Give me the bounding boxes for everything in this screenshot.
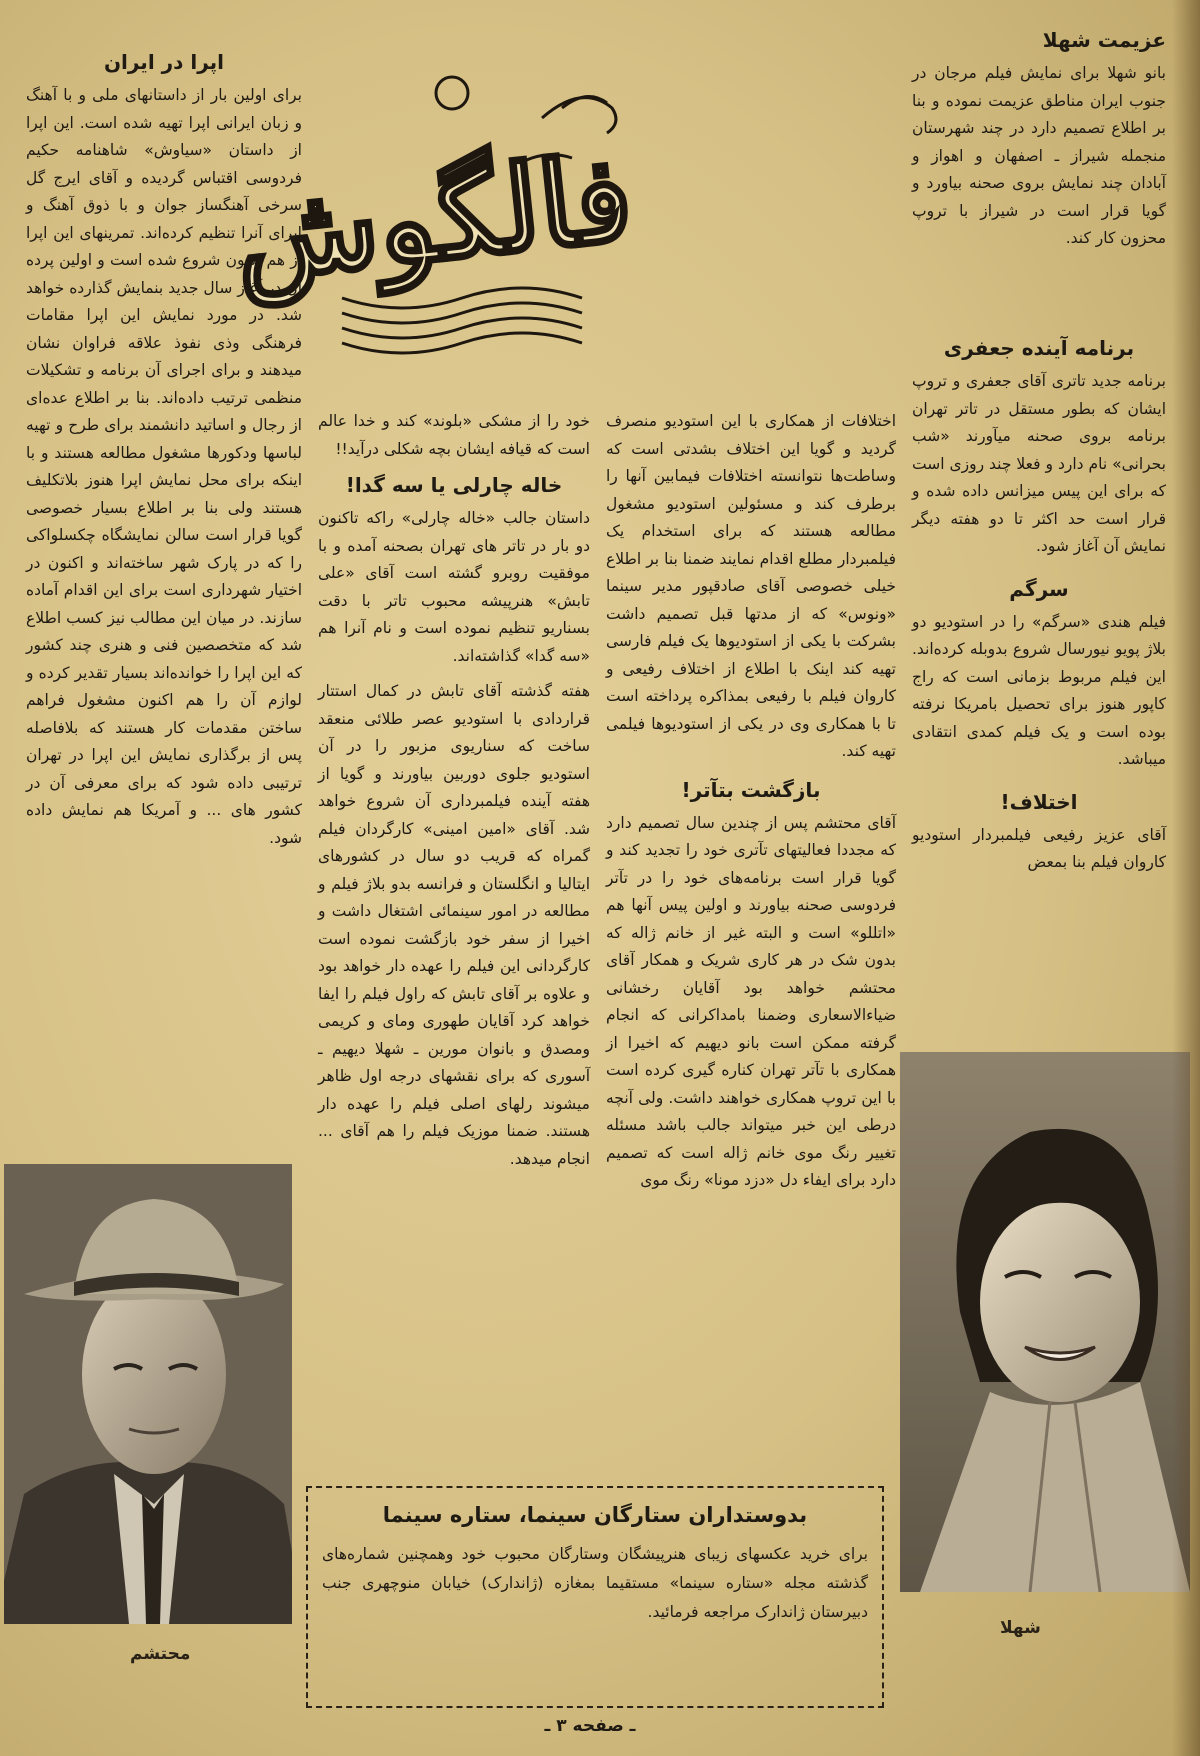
article-jafari-program: برنامه جدید تاتری آقای جعفری و تروپ ایشان که بطور مستقل در تاتر تهران برنامه بروی صحنه میآورند «شب بحرانی» نام دارد و فعلا چند روزی است که برای این پیس میزانس داده شده و قرار است حد اکثر تا دو هفته دیگر نمایش آن آغاز شود.: [912, 372, 1166, 555]
falgoosh-logo: [227, 48, 639, 378]
headline-opera-in-iran: اپرا در ایران: [103, 50, 225, 74]
page-number: ـ صفحه ۳ ـ: [544, 1716, 636, 1736]
advertisement-title: بدوستداران ستارگان سینما، ستاره سینما: [382, 1503, 808, 1527]
column-right-middle: [912, 330, 1166, 881]
column-middle-left: [318, 408, 590, 1177]
headline-dispute: اختلاف!: [1000, 789, 1078, 814]
caption-mohtasham: محتشم: [130, 1644, 191, 1664]
logo-text: فالگوش: [227, 127, 639, 308]
photo-mohtasham: [4, 1164, 292, 1624]
advertisement-body: برای خرید عکسهای زیبای هنرپیشگان وستارگان محبوب خود وهمچنین شماره‌های گذشته مجله «ستاره سینما» مستقیما بمغازه (ژاندارک) خیابان منوچهری جنب دبیرستان ژاندارک مراجعه فرمائید.: [322, 1545, 868, 1621]
photo-shahla: [900, 1052, 1190, 1592]
portrait-smiling-woman: [900, 1052, 1190, 1592]
article-dispute-continued: اختلافات از همکاری با این استودیو منصرف گردید و گویا این اختلاف بشدتی است که وساطت‌ها نتوانسته اختلافات فیمابین آنها را برطرف کند و مسئولین استودیو مشغول مطالعه هستند که برای استخدام یک فیلمبردار مطلع اقدام نمایند ضمنا بنا بر اطلاع خیلی خصوصی آقای صادقپور مدیر سینما «ونوس» که از مدتها قبل تصمیم داشت بشرکت با یکی از استودیوها یک فیلم فارسی تهیه کند اینک با اطلاع از اختلاف رفیعی و کاروان فیلم با رفیعی بمذاکره پرداخته است تا با همکاری وی در یکی از استودیوها فیلمی تهیه کند.: [606, 412, 896, 760]
caption-shahla: شهلا: [1000, 1618, 1041, 1638]
article-dispute: آقای عزیز رفیعی فیلمبردار استودیو کاروان فیلم بنا بمعض: [912, 825, 1166, 871]
headline-jafari-program: برنامه آینده جعفری: [943, 336, 1135, 360]
article-tabesh-contract: هفته گذشته آقای تابش در کمال استتار قراردادی با استودیو عصر طلائی منعقد ساخت که سناریوی مزبور را در آن استودیو جلوی دوربین بیاورند و گویا از هفته آینده فیلمبرداری آن شروع خواهد شد. آقای «امین امینی» کارگردان فیلم گمراه که قریب دو سال در کشورهای ایتالیا و انگلستان و فرانسه بدو بلاژ فیلم و مطالعه در امور سینمائی اشتغال داشت و اخیرا از سفر خود بازگشت نموده است کارگردانی این فیلم را عهده دار خواهد بود و علاوه بر آقای تابش که راول فیلم را ایفا خواهد کرد آقایان طهوری ومای و کریمی ومصدق و بانوان مورین ـ شهلا دیهیم ـ آسوری که برای نقشهای درجه اول ظاهر میشوند رلهای اصلی فیلم را عهده دار هستند. ضمنا موزیک فیلم را هم آقای ... انجام میدهد.: [318, 682, 590, 1168]
headline-sargam: سرگم: [1009, 576, 1069, 601]
article-charley-aunt: داستان جالب «خاله چارلی» راکه تاکنون دو بار در تاتر های تهران بصحنه آمده و با موفقیت روبرو گشته است آقای «علی تابش» هنرپیشه محبوب تاتر با دقت بسناریو تنظیم نموده است و نام آنرا هم «سه گدا» گذاشته‌اند.: [318, 509, 590, 665]
headline-shahla-departure: عزیمت شهلا: [1042, 28, 1166, 52]
advertisement-box: [306, 1486, 884, 1708]
column-left: [26, 44, 302, 856]
article-sargam: فیلم هندی «سرگم» را در استودیو دو بلاژ پویو نیورسال شروع بدوبله کرده‌اند. این فیلم مربوط بزمانی است که راج کاپور هنوز برای تحصیل بامریکا نرفته بوده است و یک فیلم کمدی انتقادی میباشد.: [912, 612, 1166, 768]
headline-charley-aunt: خاله چارلی یا سه گدا!: [345, 473, 563, 497]
article-return-to-theatre: آقای محتشم پس از چندین سال تصمیم دارد که مجددا فعالیتهای تآتری خود را تجدید کند و گویا قرار است برنامه‌های خود را در تآتر فردوسی صحنه بیاورند و اولین پیس آنها هم «اتللو» است و البته غیر از خانم ژاله که بدون شک در هر کاری شریک و همکار آقای محتشم خواهد بود آقایان رخشانی ضیاءالاسعاری وضمنا بامداکرانی که انجام گرفته ممکن است بانو دیهیم که اخیرا از همکاری با تآتر تهران کناره گیری کرده است با این تروپ همکاری خواهند داشت. ولی آنچه درطی این خبر میتواند جالب باشد مسئله تغییر رنگ موی خانم ژاله است که تصمیم دارد برای ایفاء دل «دزد مونا» رنگ موی: [606, 813, 896, 1189]
article-shahla-departure: بانو شهلا برای نمایش فیلم مرجان در جنوب ایران مناطق عزیمت نموده و بنا بر اطلاع تصمیم دارد در چند شهرستان منجمله شیراز ـ اصفهان و اهواز و آبادان چند نمایش بروی صحنه بیاورد و گویا قرار است در شیراز با تروپ محزون کار کند.: [912, 64, 1166, 247]
article-hair-continued: خود را از مشکی «بلوند» کند و خدا عالم است که قیافه ایشان بچه شکلی درآید!!: [318, 412, 590, 458]
portrait-man-in-hat: [4, 1164, 292, 1624]
article-opera-in-iran: برای اولین بار از داستانهای ملی و با آهنگ و زبان ایرانی اپرا تهیه شده است. این اپرا از داستان «سیاوش» شاهنامه حکیم فردوسی اقتباس گردیده و آقای ایرج گل سرخی آهنگساز جوان و با ذوق آهنگ و اپرای آنرا تنظیم کرده‌اند. تمرینهای این اپرا از هم اکنون شروع شده است و اولین پرده آن در آغاز سال جدید بنمایش گذارده خواهد شد. در مورد نمایش این اپرا مقامات فرهنگی وذی نفوذ علاقه فراوان نشان میدهند و برای اجرای آن برنامه و تشکیلات منظمی ترتیب داده‌اند. بنا بر اطلاع عده‌ای از رجال و اساتید دانشمند برای طرح و تهیه لباسها ودکورها مشغول مطالعه هستند و با اینکه برای محل نمایش اپرا هنوز بلاتکلیف هستند ولی بنا بر اطلاع بسیار خصوصی گویا قرار است سالن نمایشگاه چکسلواکی را که در پارک شهر ساخته‌اند و اکنون در اختیار شهرداری است برای این اقدام آماده سازند. در میان این مطالب نیز کسب اطلاع شد که متخصصین فنی و هنری چند کشور که این اپرا را خوانده‌اند بسیار تقدیر کرده و لوازم آن را هم اکنون مشغول فراهم ساختن مقدمات کار هستند که بلافاصله پس از برگذاری نمایش این اپرا در تهران ترتیبی داده شود که برای معرفی آن در کشور های ... و آمریکا هم نمایش داده شود.: [26, 86, 302, 847]
column-right-top: [912, 22, 1166, 257]
column-middle-right: [606, 408, 896, 1199]
headline-return-to-theatre: بازگشت بتآتر!: [681, 777, 821, 802]
